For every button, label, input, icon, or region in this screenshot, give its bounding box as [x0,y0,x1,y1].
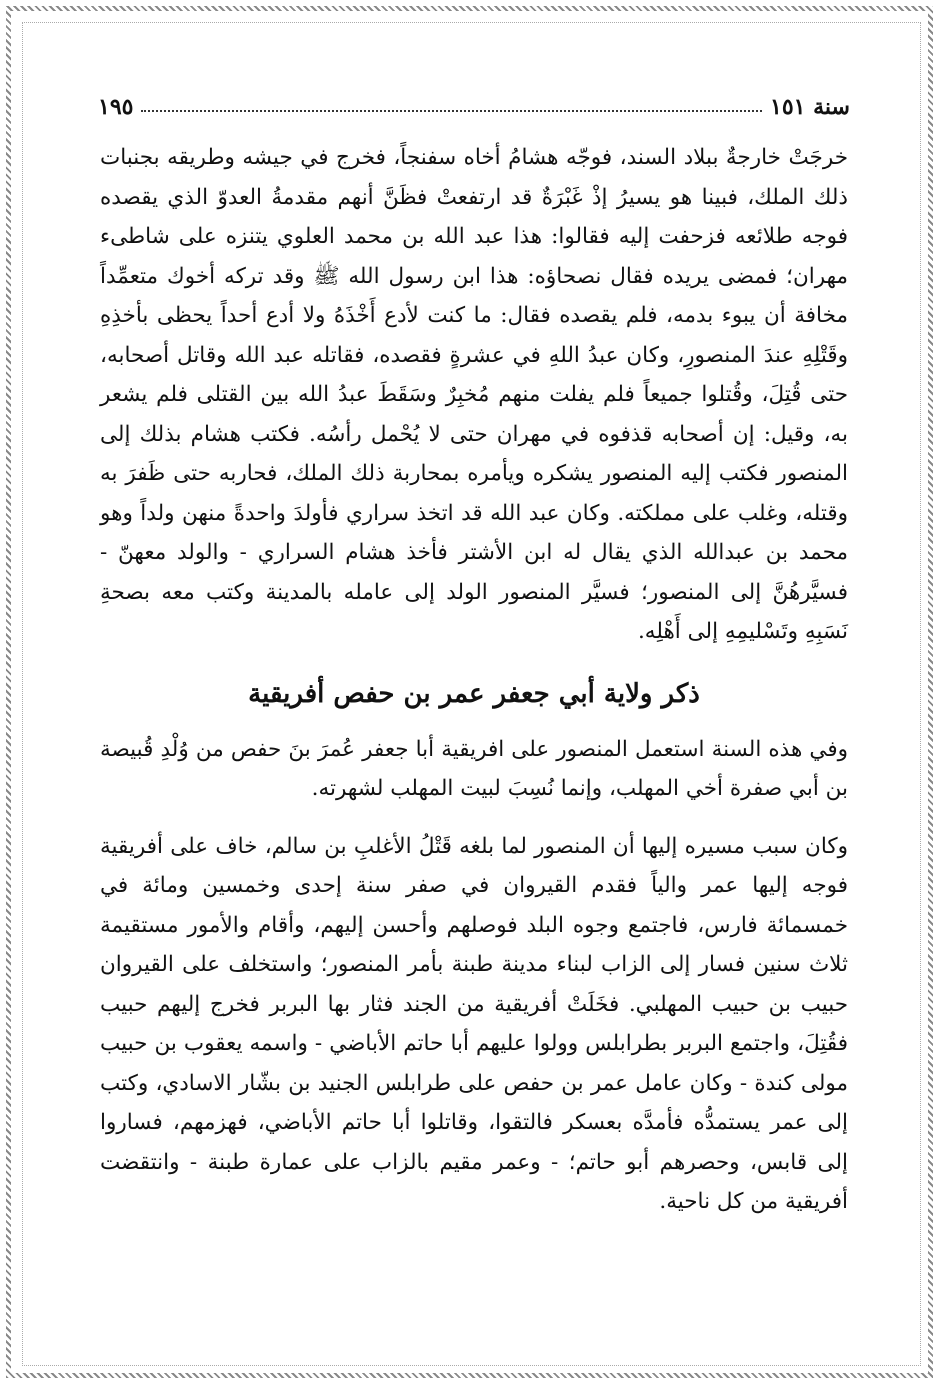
section-heading: ذكر ولاية أبي جعفر عمر بن حفص أفريقية [248,678,700,709]
body-paragraph: خرجَتْ خارجةٌ ببلاد السند، فوجّه هشامُ أخاه سفنجاً، فخرج في جيشه وطريقه بجنبات ذلك الملك، فبينا هو يسيرُ إذْ غَبْرَةٌ قد ارتفعتْ فظَنَّ أنهم مقدمةُ العدوّ الذي يقصده فوجه طلائعه فزحفت إليه فقالوا: هذا عبد الله بن محمد العلوي يتنزه على شاطىء مهران؛ فمضى يريده فقال نصحاؤه: هذا ابن رسول الله ﷺ وقد تركه أخوك متعمِّداً مخافة أن يبوء بدمه، فلم يقصده فقال: ما كنت لأدع أَخْذَهُ ولا أدع أحداً يحظى بأخذِهِ وقَتْلِهِ عندَ المنصورِ، وكان عبدُ اللهِ في عشرةٍ فقصده، فقاتله عبد الله وقاتل أصحابه، حتى قُتِلَ، وقُتلوا جميعاً فلم يفلت منهم مُخبِرٌ وسَقَطَ عبدُ الله بين القتلى فلم يشعر به، وقيل: إن أصحابه قذفوه في مهران حتى لا يُحْمل رأسُه. فكتب هشام بذلك إلى المنصور فكتب إليه المنصور يشكره ويأمره بمحاربة ذلك الملك، فحاربه حتى ظَفرَ به وقتله، وغلب على مملكته. وكان عبد الله قد اتخذ سراري فأولدَ واحدةً منهن ولداً وهو محمد بن عبدالله الذي يقال له ابن الأشتر فأخذ هشام السراري - والولد معهنّ - فسيَّرهُنَّ إلى المنصور؛ فسيَّر المنصور الولد إلى عامله بالمدينة وكتب معه بصحةِ نَسَبِهِ وتَسْليمِهِ إلى أَهْلِه. [100,145,848,644]
running-header [98,86,850,120]
page-number: ١٩٥ [98,94,134,120]
header-year: سنة ١٥١ [770,94,850,120]
page-body [100,138,848,1222]
body-paragraph: وفي هذه السنة استعمل المنصور على افريقية أبا جعفر عُمرَ بنَ حفص من وُلْدِ قُبيصة بن أبي صفرة أخي المهلب، وإنما نُسِبَ لبيت المهلب لشهرته. [100,736,848,801]
paragraph-gap [100,809,848,827]
body-paragraph: وكان سبب مسيره إليها أن المنصور لما بلغه قَتْلُ الأغلبِ بن سالم، خاف على أفريقية فوجه إليها عمر والياً فقدم القيروان في صفر سنة إحدى وخمسين ومائة في خمسمائة فارس، فاجتمع وجوه البلد فوصلهم وأحسن إليهم، وأقام والأمور مستقيمة ثلاث سنين فسار إلى الزاب لبناء مدينة طبنة بأمر المنصور؛ واستخلف على القيروان حبيب بن حبيب المهلبي. فخَلَتْ أفريقية من الجند فثار بها البربر فخرج إليهم حبيب فقُتِلَ، واجتمع البربر بطرابلس وولوا عليهم أبا حاتم الأباضي - واسمه يعقوب بن حبيب مولى كندة - وكان عامل عمر بن حفص على طرابلس الجنيد بن بشّار الاسادي، وكتب إلى عمر يستمدُّه فأمدَّه بعسكر فالتقوا، وقاتلوا أبا حاتم الأباضي، فهزمهم، فساروا إلى قابس، وحصرهم أبو حاتم؛ - وعمر مقيم بالزاب على عمارة طبنة - وانتقضت أفريقية من كل ناحية. [100,833,848,1214]
header-dotted-leader [141,110,762,112]
